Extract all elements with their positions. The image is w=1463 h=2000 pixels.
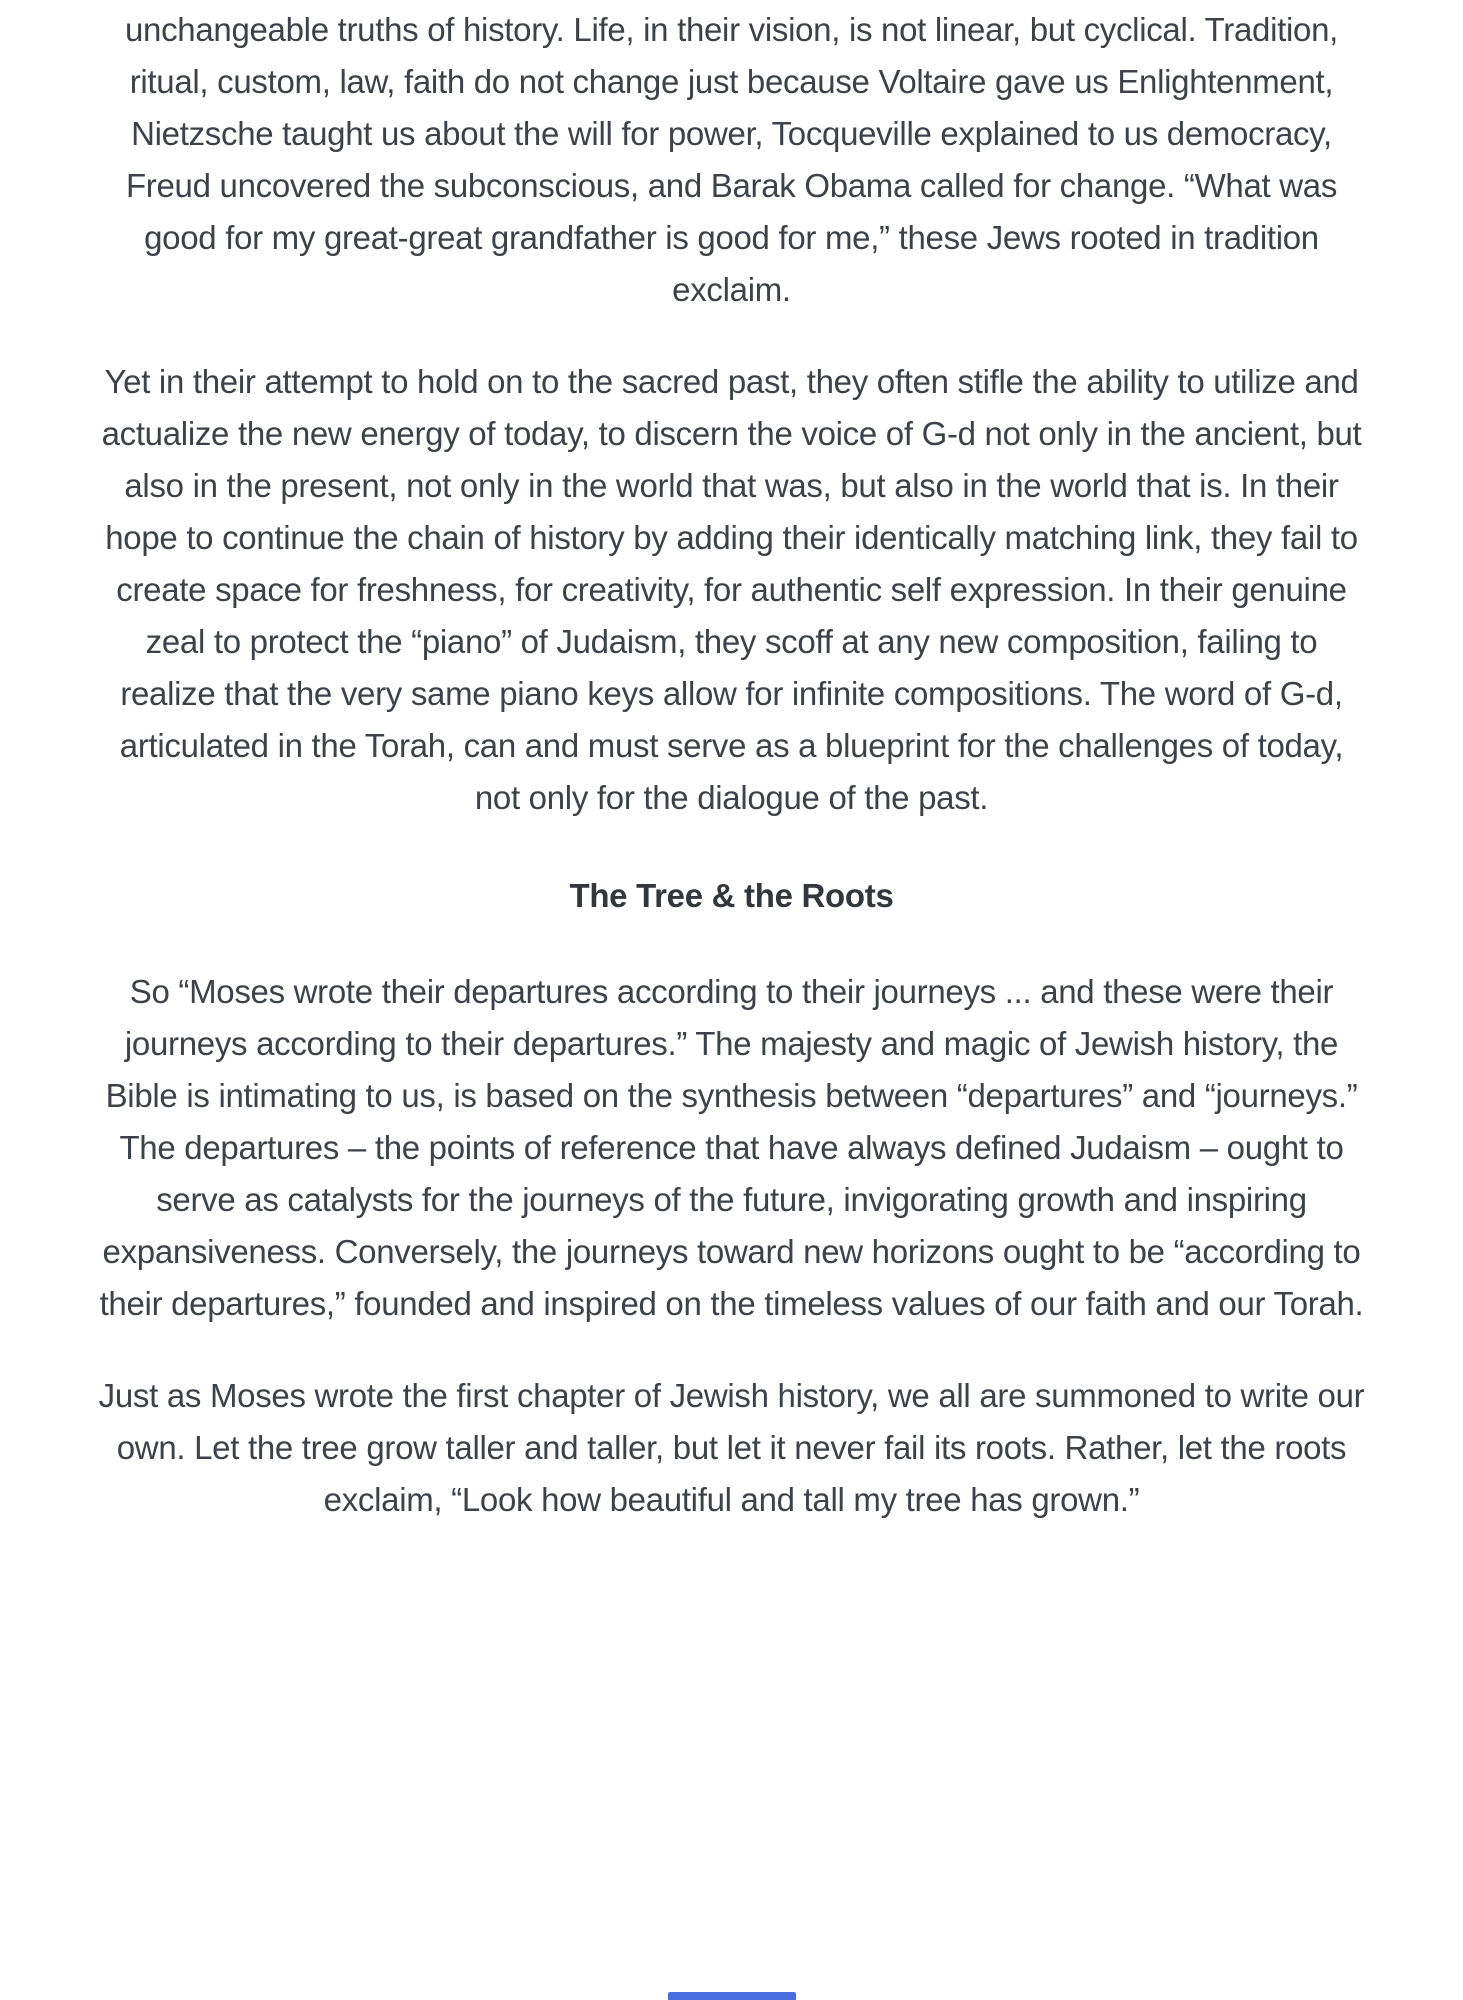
section-heading: The Tree & the Roots [569, 877, 894, 914]
article-body [97, 0, 1367, 1526]
paragraph: Yet in their attempt to hold on to the sacred past, they often stifle the ability to utilize and actualize the new energy of today, to discern the voice of G-d not only in the ancient, but also in the present, not only in the world that was, but also in the world that is. In their hope to continue the chain of history by adding their identically matching link, they fail to create space for freshness, for creativity, for authentic self expression. In their genuine zeal to protect the “piano” of Judaism, they scoff at any new composition, failing to realize that the very same piano keys allow for infinite compositions. The word of G-d, articulated in the Torah, can and must serve as a blueprint for the challenges of today, not only for the dialogue of the past. [101, 363, 1362, 816]
paragraph: unchangeable truths of history. Life, in their vision, is not linear, but cyclical. Tradition, ritual, custom, law, faith do not change just because Voltaire gave us Enlightenment, Nietzsche taught us about the will for power, Tocqueville explained to us democracy, Freud uncovered the subconscious, and Barak Obama called for change. “What was good for my great-great grandfather is good for me,” these Jews rooted in tradition exclaim. [124, 11, 1338, 308]
paragraph: Just as Moses wrote the first chapter of Jewish history, we all are summoned to write our own. Let the tree grow taller and taller, but let it never fail its roots. Rather, let the roots exclaim, “Look how beautiful and tall my tree has grown.” [98, 1377, 1365, 1518]
paragraph: So “Moses wrote their departures according to their journeys ... and these were their journeys according to their departures.” The majesty and magic of Jewish history, the Bible is intimating to us, is based on the synthesis between “departures” and “journeys.” The departures – the points of reference that have always defined Judaism – ought to serve as catalysts for the journeys of the future, invigorating growth and inspiring expansiveness. Conversely, the journeys toward new horizons ought to be “according to their departures,” founded and inspired on the timeless values of our faith and our Torah. [99, 973, 1364, 1322]
bottom-blue-bar [668, 1992, 796, 2000]
